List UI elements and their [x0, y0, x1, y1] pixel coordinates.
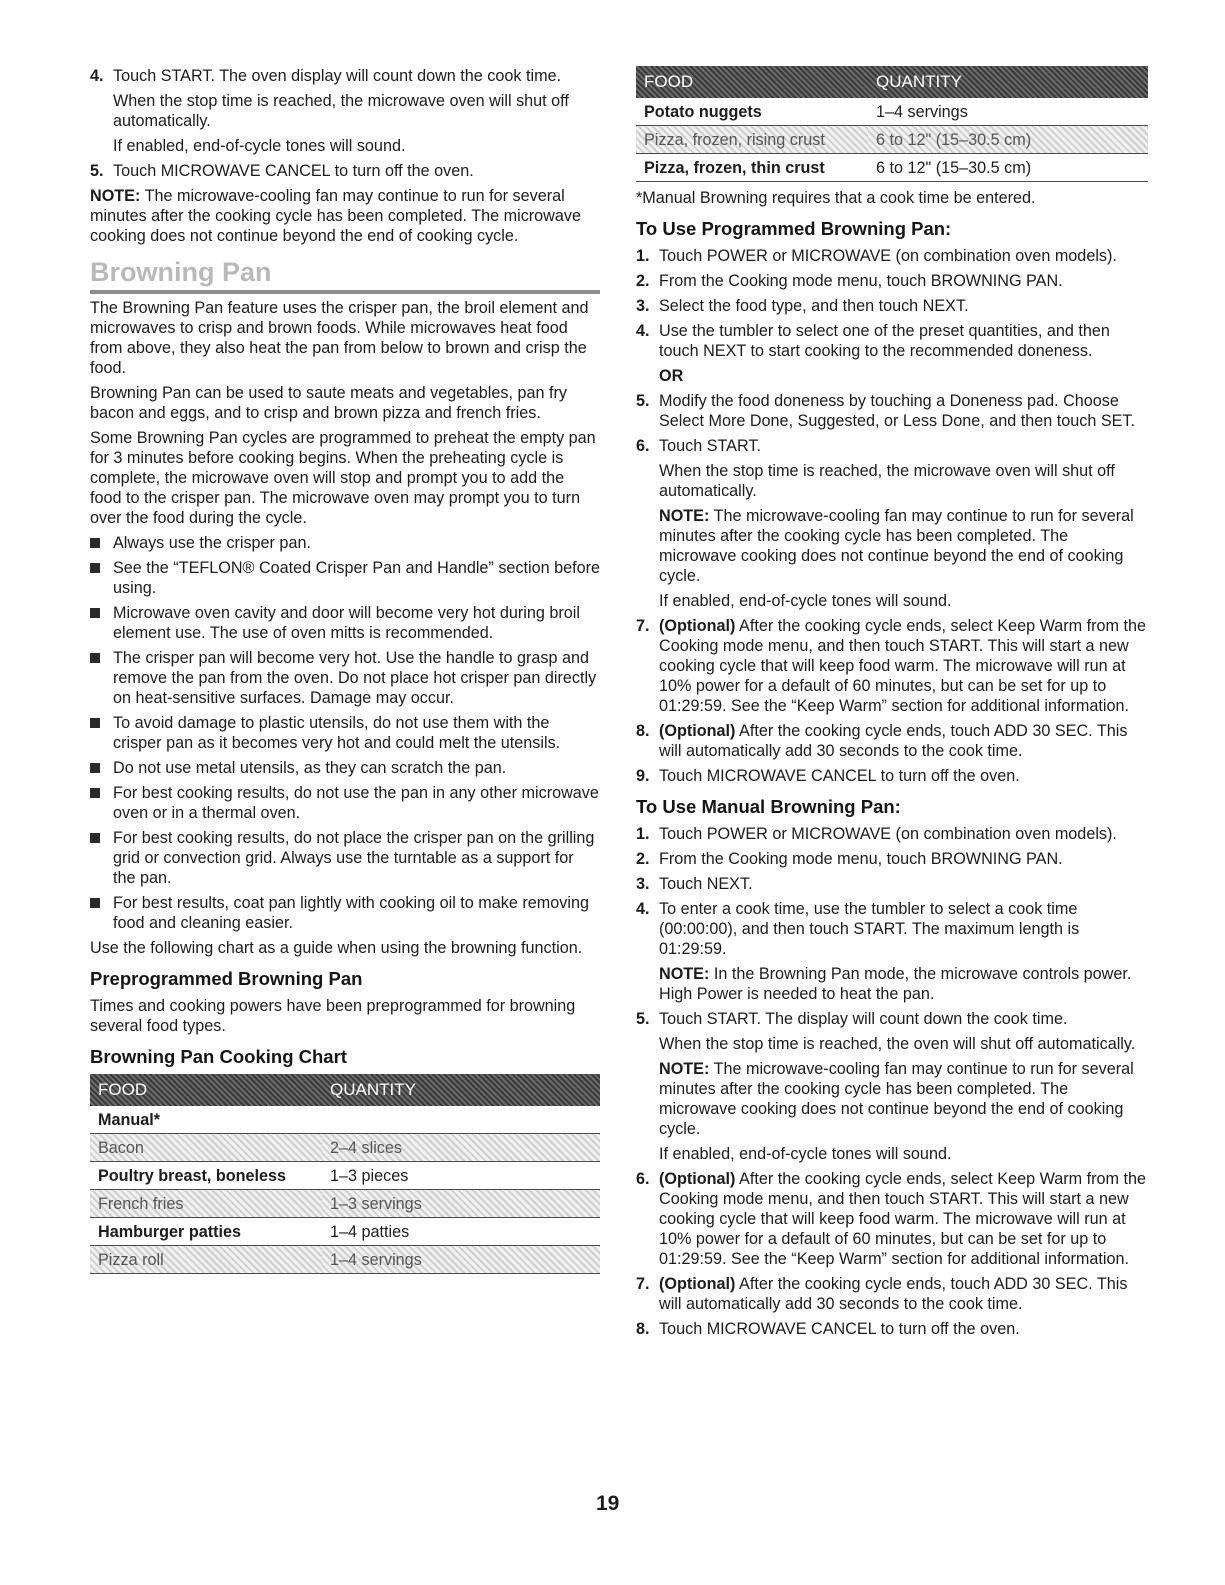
right-column: [636, 66, 1148, 1344]
note-paragraph: [90, 186, 600, 246]
table-row: Pizza roll 1–4 servings: [90, 1246, 600, 1274]
table-row: Manual*: [90, 1106, 600, 1134]
table-header-quantity: QUANTITY: [868, 66, 1148, 98]
table-row: Potato nuggets 1–4 servings: [636, 98, 1148, 126]
square-bullet-icon: [90, 763, 100, 773]
step-text: If enabled, end-of-cycle tones will sound.: [113, 137, 406, 155]
table-row: Bacon 2–4 slices: [90, 1134, 600, 1162]
or-label: OR: [659, 367, 684, 385]
step-number: 4.: [90, 67, 104, 85]
intro-paragraph: The Browning Pan feature uses the crisper pan, the broil element and microwaves to crisp and brown foods. While microwaves heat food from above, they also heat the pan from below to brown and crisp the food.: [90, 299, 589, 377]
man-step-4: 4. To enter a cook time, use the tumbler to select a cook time (00:00:00), and then touch START. The maximum length is 01:29:59. NOTE: In the Browning Pan mode, the microwave controls power. High Power is needed to heat the pan.: [636, 899, 1148, 1004]
manual-heading: To Use Manual Browning Pan:: [636, 796, 901, 817]
table-row: Pizza, frozen, thin crust 6 to 12" (15–30.5 cm): [636, 154, 1148, 182]
step-4: [90, 66, 600, 156]
square-bullet-icon: [90, 653, 100, 663]
square-bullet-icon: [90, 833, 100, 843]
man-step-3: 3. Touch NEXT.: [636, 875, 753, 893]
prog-step-9: 9. Touch MICROWAVE CANCEL to turn off the oven.: [636, 767, 1020, 785]
table-header-quantity: QUANTITY: [322, 1074, 600, 1106]
note-paragraph: NOTE: The microwave-cooling fan may continue to run for several minutes after the cooking cycle has been completed. The microwave cooking does not continue beyond the end of cooking cycle.: [659, 507, 1134, 585]
square-bullet-icon: [90, 718, 100, 728]
table-row: French fries 1–3 servings: [90, 1190, 600, 1218]
step-5: [90, 161, 600, 181]
note-paragraph: NOTE: In the Browning Pan mode, the microwave controls power. High Power is needed to heat the pan.: [659, 965, 1132, 1003]
square-bullet-icon: [90, 788, 100, 798]
prog-step-3: 3. Select the food type, and then touch NEXT.: [636, 297, 969, 315]
page-number: 19: [596, 1492, 620, 1515]
left-column: [90, 66, 600, 1274]
bullet-item: For best cooking results, do not use the pan in any other microwave oven or in a thermal oven.: [90, 783, 600, 823]
chart-heading: Browning Pan Cooking Chart: [90, 1046, 347, 1067]
note-label: NOTE:: [90, 187, 141, 205]
cooking-chart-table: [90, 1074, 600, 1274]
man-step-2: 2. From the Cooking mode menu, touch BROWNING PAN.: [636, 850, 1063, 868]
intro-paragraph: Some Browning Pan cycles are programmed to preheat the empty pan for 3 minutes before cooking begins. When the preheating cycle is complete, the microwave oven will stop and prompt you to add the food to the crisper pan. The microwave oven may prompt you to turn over the food during the cycle.: [90, 429, 596, 527]
square-bullet-icon: [90, 608, 100, 618]
prog-step-2: 2. From the Cooking mode menu, touch BROWNING PAN.: [636, 272, 1063, 290]
prog-step-1: 1. Touch POWER or MICROWAVE (on combination oven models).: [636, 247, 1117, 265]
man-step-6: 6. (Optional) After the cooking cycle ends, select Keep Warm from the Cooking mode menu, and then touch START. This will start a new cooking cycle that will keep food warm. The microwave will run at 10% power for a default of 60 minutes, but can be set for up to 01:29:59. See the “Keep Warm” section for additional information.: [636, 1170, 1147, 1268]
table-row: Pizza, frozen, rising crust 6 to 12" (15–30.5 cm): [636, 126, 1148, 154]
prog-step-5: 5. Modify the food doneness by touching a Doneness pad. Choose Select More Done, Suggested, or Less Done, and then touch SET.: [636, 392, 1136, 430]
man-step-1: 1. Touch POWER or MICROWAVE (on combination oven models).: [636, 825, 1117, 843]
bullet-item: Do not use metal utensils, as they can scratch the pan.: [90, 758, 600, 778]
bullet-item: For best results, coat pan lightly with cooking oil to make removing food and cleaning easier.: [90, 893, 600, 933]
note-paragraph: NOTE: The microwave-cooling fan may continue to run for several minutes after the cooking cycle has been completed. The microwave cooking does not continue beyond the end of cooking cycle.: [659, 1060, 1134, 1138]
preprogrammed-text: Times and cooking powers have been preprogrammed for browning several food types.: [90, 997, 576, 1035]
square-bullet-icon: [90, 563, 100, 573]
preprogrammed-heading: Preprogrammed Browning Pan: [90, 968, 363, 989]
step-number: 5.: [90, 162, 104, 180]
intro-paragraph: Browning Pan can be used to saute meats and vegetables, pan fry bacon and eggs, and to crisp and brown pizza and french fries.: [90, 384, 567, 422]
bullet-item: See the “TEFLON® Coated Crisper Pan and Handle” section before using.: [90, 558, 600, 598]
table-row: Hamburger patties 1–4 patties: [90, 1218, 600, 1246]
programmed-heading: To Use Programmed Browning Pan:: [636, 218, 952, 239]
bullet-item: To avoid damage to plastic utensils, do not use them with the crisper pan as it becomes very hot and could melt the utensils.: [90, 713, 600, 753]
bullet-item: The crisper pan will become very hot. Use the handle to grasp and remove the pan from the oven. Do not place hot crisper pan directly on heat-sensitive surfaces. Damage may occur.: [90, 648, 600, 708]
prog-step-7: 7. (Optional) After the cooking cycle ends, select Keep Warm from the Cooking mode menu, and then touch START. This will start a new cooking cycle that will keep food warm. The microwave will run at 10% power for a default of 60 minutes, but can be set for up to 01:29:59. See the “Keep Warm” section for additional information.: [636, 617, 1147, 715]
footnote: *Manual Browning requires that a cook time be entered.: [636, 189, 1036, 207]
man-step-5: 5. Touch START. The display will count down the cook time. When the stop time is reached, the oven will shut off automatically. NOTE: The microwave-cooling fan may continue to run for several minutes after the cooking cycle has been completed. The microwave cooking does not continue beyond the end of cooking cycle. If enabled, end-of-cycle tones will sound.: [636, 1009, 1148, 1164]
step-text: Touch START. The oven display will count down the cook time.: [113, 67, 562, 85]
chart-intro: Use the following chart as a guide when using the browning function.: [90, 939, 583, 957]
bullet-item: Always use the crisper pan.: [90, 533, 600, 553]
note-text: The microwave-cooling fan may continue to run for several minutes after the cooking cycle has been completed. The microwave cooking does not continue beyond the end of cooking cycle.: [90, 187, 581, 245]
cooking-chart-table-continued: [636, 66, 1148, 182]
prog-step-4: 4. Use the tumbler to select one of the preset quantities, and then touch NEXT to start cooking to the recommended doneness. OR: [636, 321, 1148, 386]
table-header-food: FOOD: [90, 1074, 322, 1106]
square-bullet-icon: [90, 898, 100, 908]
prog-step-8: 8. (Optional) After the cooking cycle ends, touch ADD 30 SEC. This will automatically add 30 seconds to the cook time.: [636, 722, 1128, 760]
man-step-7: 7. (Optional) After the cooking cycle ends, touch ADD 30 SEC. This will automatically add 30 seconds to the cook time.: [636, 1275, 1128, 1313]
prog-step-6: 6. Touch START. When the stop time is reached, the microwave oven will shut off automatically. NOTE: The microwave-cooling fan may continue to run for several minutes after the cooking cycle has been completed. The microwave cooking does not continue beyond the end of cooking cycle. If enabled, end-of-cycle tones will sound.: [636, 436, 1148, 611]
table-header-food: FOOD: [636, 66, 868, 98]
section-title: Browning Pan: [90, 256, 600, 294]
square-bullet-icon: [90, 538, 100, 548]
table-row: Poultry breast, boneless 1–3 pieces: [90, 1162, 600, 1190]
bullet-item: Microwave oven cavity and door will become very hot during broil element use. The use of oven mitts is recommended.: [90, 603, 600, 643]
bullet-item: For best cooking results, do not place the crisper pan on the grilling grid or convection grid. Always use the turntable as a support for the pan.: [90, 828, 600, 888]
step-text: When the stop time is reached, the microwave oven will shut off automatically.: [113, 92, 569, 130]
man-step-8: 8. Touch MICROWAVE CANCEL to turn off the oven.: [636, 1320, 1020, 1338]
step-text: Touch MICROWAVE CANCEL to turn off the oven.: [113, 162, 474, 180]
